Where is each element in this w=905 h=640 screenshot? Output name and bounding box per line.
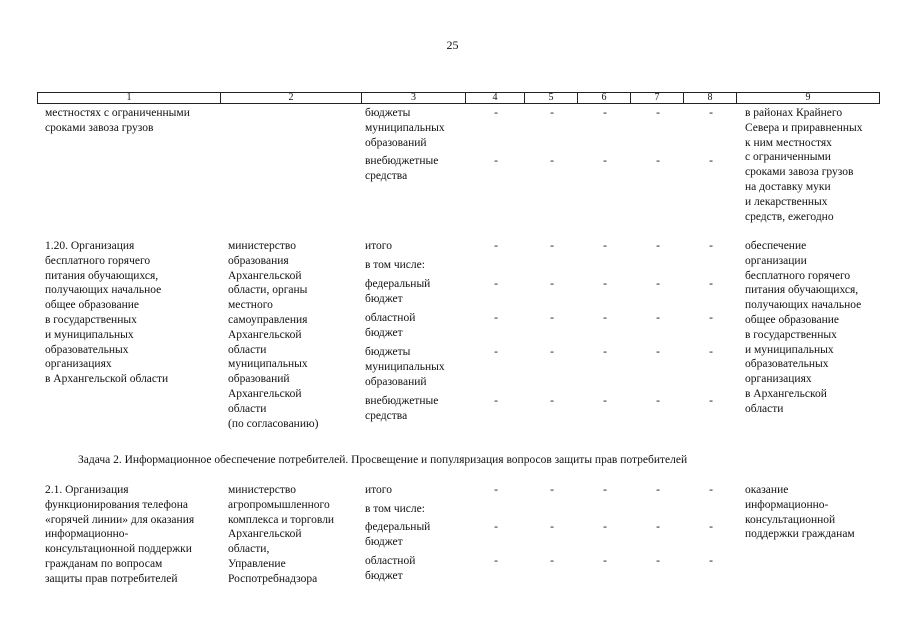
value-dash: - (709, 395, 713, 407)
value-dash: - (603, 240, 607, 252)
value-dash: - (550, 312, 554, 324)
block2-row-label: в том числе: (365, 503, 425, 515)
value-dash: - (550, 346, 554, 358)
value-dash: - (709, 278, 713, 290)
value-dash: - (550, 107, 554, 119)
value-dash: - (550, 484, 554, 496)
value-dash: - (494, 312, 498, 324)
value-dash: - (603, 395, 607, 407)
block0-row-label: бюджеты муниципальных образований (365, 107, 445, 149)
header-col-7: 7 (631, 93, 684, 103)
value-dash: - (603, 278, 607, 290)
block1-row-label: внебюджетные средства (365, 395, 439, 422)
value-dash: - (494, 395, 498, 407)
value-dash: - (656, 346, 660, 358)
value-dash: - (603, 312, 607, 324)
value-dash: - (709, 521, 713, 533)
value-dash: - (494, 240, 498, 252)
value-dash: - (656, 395, 660, 407)
value-dash: - (494, 346, 498, 358)
value-dash: - (550, 555, 554, 567)
value-dash: - (494, 107, 498, 119)
value-dash: - (656, 278, 660, 290)
header-col-1: 1 (38, 93, 221, 103)
header-col-4: 4 (466, 93, 525, 103)
value-dash: - (603, 484, 607, 496)
value-dash: - (709, 312, 713, 324)
value-dash: - (656, 155, 660, 167)
block1-row-label: итого (365, 240, 392, 252)
value-dash: - (709, 107, 713, 119)
value-dash: - (603, 346, 607, 358)
block2-row-label: федеральный бюджет (365, 521, 431, 548)
block1-col9: обеспечение организации бесплатного горячего питания обучающихся, получающих начальное общее образование в государственных и муниципальных образовательных организациях в Архангельской области (745, 240, 862, 415)
block1-row-label: бюджеты муниципальных образований (365, 346, 445, 388)
block2-col1: 2.1. Организация функционирования телефона «горячей линии» для оказания информационно- консультационной поддержки гражданам по вопросам защиты прав потребителей (45, 484, 195, 585)
value-dash: - (603, 555, 607, 567)
value-dash: - (709, 155, 713, 167)
value-dash: - (550, 521, 554, 533)
header-col-2: 2 (221, 93, 362, 103)
value-dash: - (709, 240, 713, 252)
block0-col1: местностях с ограниченными сроками завоза грузов (45, 107, 190, 134)
header-col-5: 5 (525, 93, 578, 103)
value-dash: - (709, 484, 713, 496)
value-dash: - (656, 484, 660, 496)
block0-col9: в районах Крайнего Севера и приравненных к ним местностях с ограниченными сроками завоза грузов на доставку муки и лекарственных средств, ежегодно (745, 107, 863, 223)
block1-row-label: в том числе: (365, 259, 425, 271)
value-dash: - (656, 240, 660, 252)
value-dash: - (603, 155, 607, 167)
task-heading: Задача 2. Информационное обеспечение потребителей. Просвещение и популяризация вопросов защиты прав потребителей (78, 454, 688, 466)
value-dash: - (603, 521, 607, 533)
header-col-6: 6 (578, 93, 631, 103)
value-dash: - (494, 484, 498, 496)
block1-col1: 1.20. Организация бесплатного горячего питания обучающихся, получающих начальное общее образование в государственных и муниципальных образовательных организациях в Архангельской области (45, 240, 169, 386)
block0-row-label: внебюджетные средства (365, 155, 439, 182)
table-header-row (37, 92, 880, 104)
value-dash: - (494, 155, 498, 167)
value-dash: - (656, 312, 660, 324)
block1-col2: министерство образования Архангельской области, органы местного самоуправления Архангельской области муниципальных образований Архангельской области (по согласованию) (228, 240, 319, 430)
block1-row-label: федеральный бюджет (365, 278, 431, 305)
block2-col9: оказание информационно- консультационной поддержки гражданам (745, 484, 855, 541)
block2-col2: министерство агропромышленного комплекса и торговли Архангельской области, Управление Роспотребнадзора (228, 484, 335, 585)
value-dash: - (494, 555, 498, 567)
value-dash: - (550, 155, 554, 167)
value-dash: - (550, 278, 554, 290)
value-dash: - (550, 240, 554, 252)
header-col-8: 8 (684, 93, 737, 103)
value-dash: - (550, 395, 554, 407)
value-dash: - (656, 521, 660, 533)
block2-row-label: итого (365, 484, 392, 496)
value-dash: - (656, 107, 660, 119)
value-dash: - (709, 555, 713, 567)
value-dash: - (494, 521, 498, 533)
page-number: 25 (446, 38, 459, 52)
value-dash: - (603, 107, 607, 119)
header-col-3: 3 (362, 93, 466, 103)
block1-row-label: областной бюджет (365, 312, 416, 339)
header-col-9: 9 (805, 92, 811, 103)
block2-row-label: областной бюджет (365, 555, 416, 582)
value-dash: - (656, 555, 660, 567)
value-dash: - (709, 346, 713, 358)
value-dash: - (494, 278, 498, 290)
